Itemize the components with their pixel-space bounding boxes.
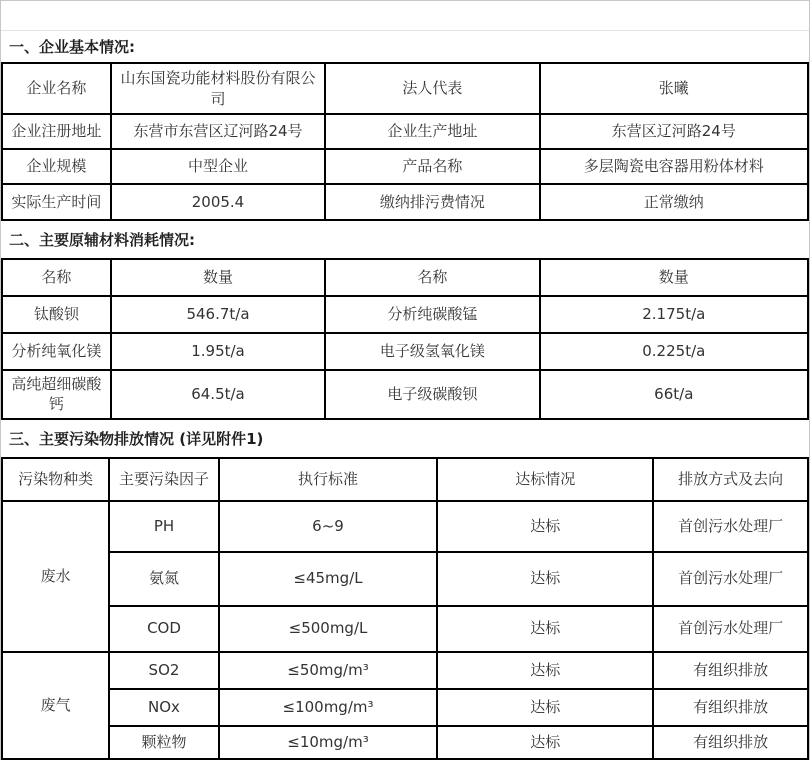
table-row [2,606,808,652]
destination-cell: 有组织排放 [653,689,808,726]
table-row [2,501,808,552]
material-qty-cell: 66t/a [540,370,808,419]
materials-table [1,258,809,420]
legal-rep-label: 法人代表 [325,63,539,114]
material-name-cell: 高纯超细碳酸钙 [2,370,111,419]
pollutant-category-cell: 废水 [2,501,109,652]
material-qty-cell: 64.5t/a [111,370,325,419]
factor-cell: PH [109,501,219,552]
material-name-header: 名称 [2,259,111,296]
production-address-value: 东营区辽河路24号 [540,114,808,149]
material-name-cell: 钛酸钡 [2,296,111,333]
standard-header: 执行标准 [219,458,437,501]
status-cell: 达标 [437,689,653,726]
top-spacer [1,1,809,31]
factor-cell: 颗粒物 [109,726,219,759]
material-qty-header: 数量 [540,259,808,296]
section-emissions-heading: 三、主要污染物排放情况 (详见附件1) [9,429,264,448]
factor-cell: NOx [109,689,219,726]
factor-cell: 氨氮 [109,552,219,606]
factor-cell: COD [109,606,219,652]
pollutant-factor-header: 主要污染因子 [109,458,219,501]
fee-payment-value: 正常缴纳 [540,184,808,220]
material-name-cell: 电子级碳酸钡 [325,370,539,419]
standard-cell: ≤500mg/L [219,606,437,652]
material-name-cell: 分析纯碳酸锰 [325,296,539,333]
pollutant-category-cell: 废气 [2,652,109,759]
discharge-mode-header: 排放方式及去向 [653,458,808,501]
company-name-value: 山东国瓷功能材料股份有限公司 [111,63,325,114]
standard-cell: ≤50mg/m³ [219,652,437,689]
material-name-header: 名称 [325,259,539,296]
material-qty-cell: 0.225t/a [540,333,808,370]
standard-cell: ≤10mg/m³ [219,726,437,759]
table-header-row [2,458,808,501]
table-row [2,370,808,419]
table-row [2,689,808,726]
section-materials-heading: 二、主要原辅材料消耗情况: [9,231,195,249]
material-qty-cell: 2.175t/a [540,296,808,333]
standard-cell: ≤45mg/L [219,552,437,606]
company-scale-value: 中型企业 [111,149,325,184]
factor-cell: SO2 [109,652,219,689]
fee-payment-label: 缴纳排污费情况 [325,184,539,220]
pollutant-type-header: 污染物种类 [2,458,109,501]
section-basic-info-heading: 一、企业基本情况: [9,38,135,56]
destination-cell: 有组织排放 [653,726,808,759]
material-qty-cell: 546.7t/a [111,296,325,333]
material-name-cell: 电子级氢氧化镁 [325,333,539,370]
standard-cell: 6~9 [219,501,437,552]
destination-cell: 有组织排放 [653,652,808,689]
status-cell: 达标 [437,501,653,552]
registered-address-label: 企业注册地址 [2,114,111,149]
registered-address-value: 东营市东营区辽河路24号 [111,114,325,149]
material-name-cell: 分析纯氧化镁 [2,333,111,370]
status-cell: 达标 [437,726,653,759]
table-header-row [2,259,808,296]
destination-cell: 首创污水处理厂 [653,606,808,652]
product-name-value: 多层陶瓷电容器用粉体材料 [540,149,808,184]
table-row [2,296,808,333]
material-qty-header: 数量 [111,259,325,296]
basic-info-table [1,62,809,221]
table-row [2,652,808,689]
company-name-label: 企业名称 [2,63,111,114]
compliance-header: 达标情况 [437,458,653,501]
emissions-table [1,457,809,760]
legal-rep-value: 张曦 [540,63,808,114]
standard-cell: ≤100mg/m³ [219,689,437,726]
table-row [2,552,808,606]
production-start-label: 实际生产时间 [2,184,111,220]
table-row [2,184,808,220]
material-qty-cell: 1.95t/a [111,333,325,370]
table-row [2,63,808,114]
destination-cell: 首创污水处理厂 [653,552,808,606]
destination-cell: 首创污水处理厂 [653,501,808,552]
table-row [2,726,808,759]
status-cell: 达标 [437,652,653,689]
status-cell: 达标 [437,552,653,606]
table-row [2,149,808,184]
status-cell: 达标 [437,606,653,652]
table-row [2,114,808,149]
product-name-label: 产品名称 [325,149,539,184]
table-row [2,333,808,370]
company-scale-label: 企业规模 [2,149,111,184]
production-address-label: 企业生产地址 [325,114,539,149]
production-start-value: 2005.4 [111,184,325,220]
